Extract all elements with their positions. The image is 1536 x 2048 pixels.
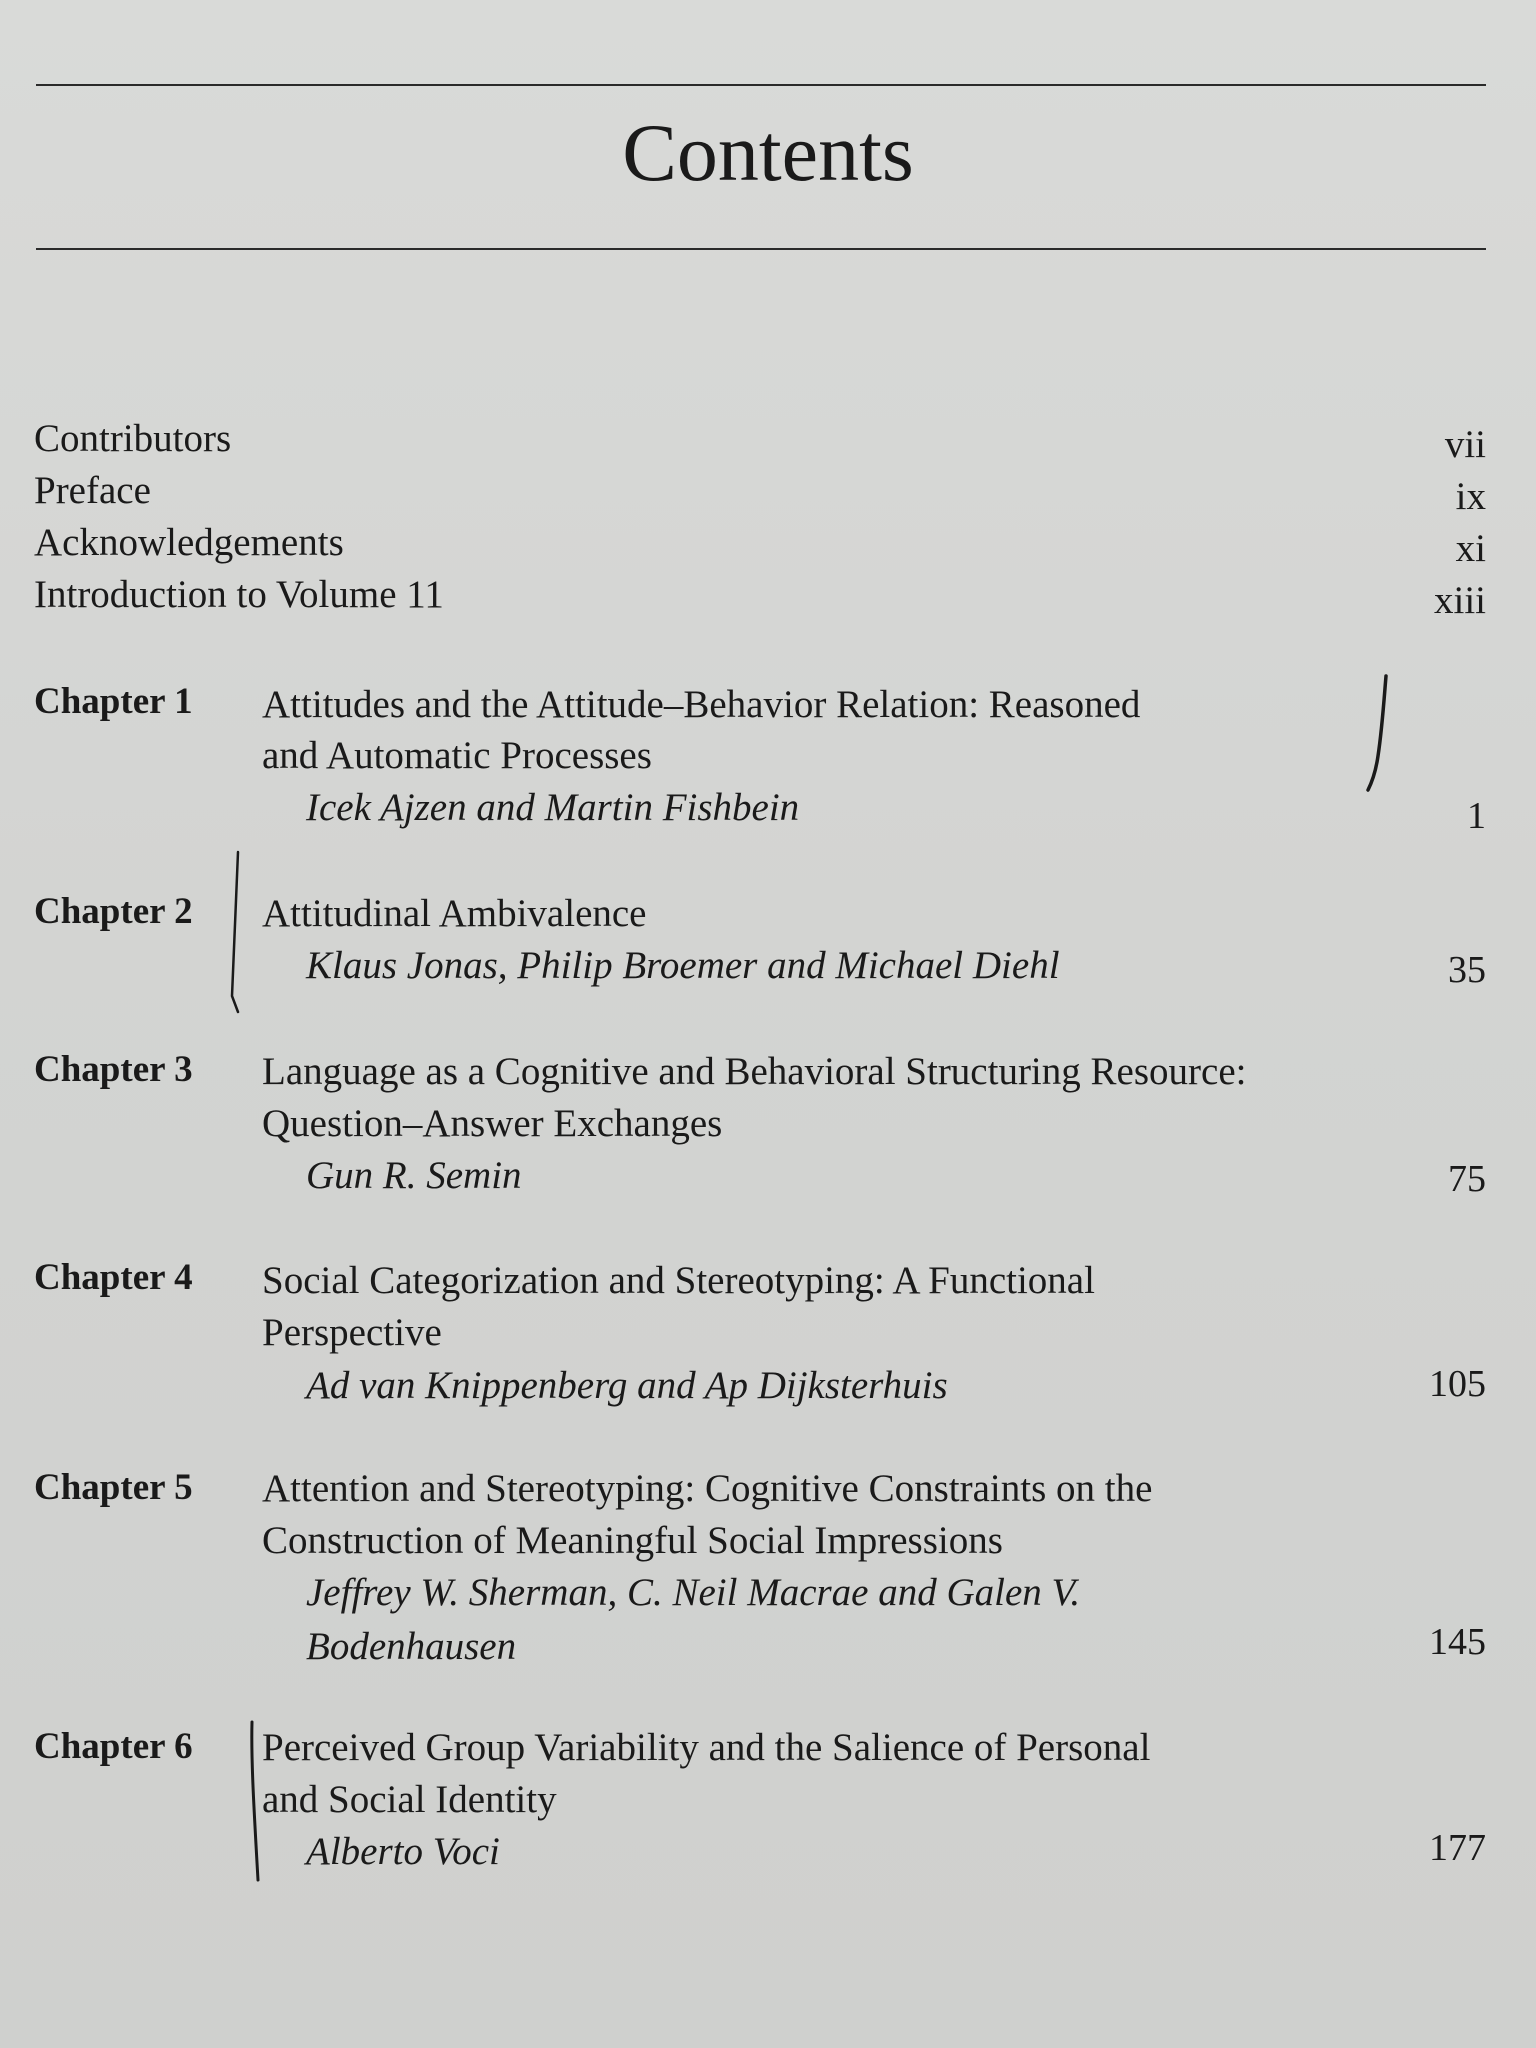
chapter-4-authors: Ad van Knippenberg and Ap Dijksterhuis [306, 1364, 948, 1407]
chapter-5-title-line-1: Attention and Stereotyping: Cognitive Constraints on the [262, 1467, 1153, 1510]
chapter-5-page: 145 [1429, 1621, 1486, 1663]
chapter-1-page: 1 [1467, 795, 1486, 837]
chapter-1-label: Chapter 1 [34, 681, 193, 722]
front-matter-page: vii [1444, 423, 1486, 466]
page-title: Contents [622, 107, 914, 198]
chapter-2-title-line-1: Attitudinal Ambivalence [262, 892, 647, 935]
chapter-4-page: 105 [1429, 1363, 1486, 1405]
front-matter-label: Contributors [34, 417, 232, 460]
chapter-3-title-line-1: Language as a Cognitive and Behavioral Structuring Resource: [262, 1050, 1247, 1093]
chapter-2-margin-mark [232, 852, 238, 1012]
chapter-3-label: Chapter 3 [34, 1049, 193, 1090]
chapter-4-label: Chapter 4 [34, 1257, 193, 1298]
chapter-3-page: 75 [1448, 1158, 1486, 1200]
chapter-5-authors-line-2: Bodenhausen [306, 1625, 517, 1668]
chapter-6-title-line-1: Perceived Group Variability and the Salience of Personal [262, 1726, 1151, 1769]
chapter-3-authors: Gun R. Semin [306, 1154, 522, 1197]
chapter-6-authors: Alberto Voci [306, 1830, 500, 1873]
chapter-1-title-line-1: Attitudes and the Attitude–Behavior Relation: Reasoned [262, 683, 1141, 726]
chapter-1-title-line-2: and Automatic Processes [262, 734, 652, 777]
front-matter-page: xi [1455, 527, 1486, 570]
chapter-1-margin-mark [1368, 676, 1386, 790]
chapter-6-title-line-2: and Social Identity [262, 1778, 557, 1821]
front-matter-page: ix [1455, 475, 1486, 518]
chapter-2-page: 35 [1448, 949, 1486, 991]
chapter-6-label: Chapter 6 [34, 1726, 193, 1767]
front-matter-label: Introduction to Volume 11 [34, 573, 444, 616]
chapter-1-authors: Icek Ajzen and Martin Fishbein [306, 786, 800, 829]
chapter-2-label: Chapter 2 [34, 891, 193, 932]
chapter-5-label: Chapter 5 [34, 1467, 193, 1508]
chapter-2-authors: Klaus Jonas, Philip Broemer and Michael Diehl [306, 944, 1060, 987]
chapter-3-title-line-2: Question–Answer Exchanges [262, 1102, 723, 1145]
chapter-5-authors-line-1: Jeffrey W. Sherman, C. Neil Macrae and Galen V. [306, 1571, 1081, 1614]
chapter-4-title-line-1: Social Categorization and Stereotyping: A Functional [262, 1259, 1095, 1302]
chapter-6-margin-mark [252, 1722, 258, 1880]
chapter-4-title-line-2: Perspective [262, 1311, 442, 1354]
front-matter-label: Preface [34, 469, 151, 512]
chapter-5-title-line-2: Construction of Meaningful Social Impressions [262, 1519, 1003, 1562]
chapter-6-page: 177 [1429, 1827, 1486, 1869]
front-matter-page: xiii [1433, 579, 1486, 622]
front-matter-label: Acknowledgements [34, 521, 344, 564]
